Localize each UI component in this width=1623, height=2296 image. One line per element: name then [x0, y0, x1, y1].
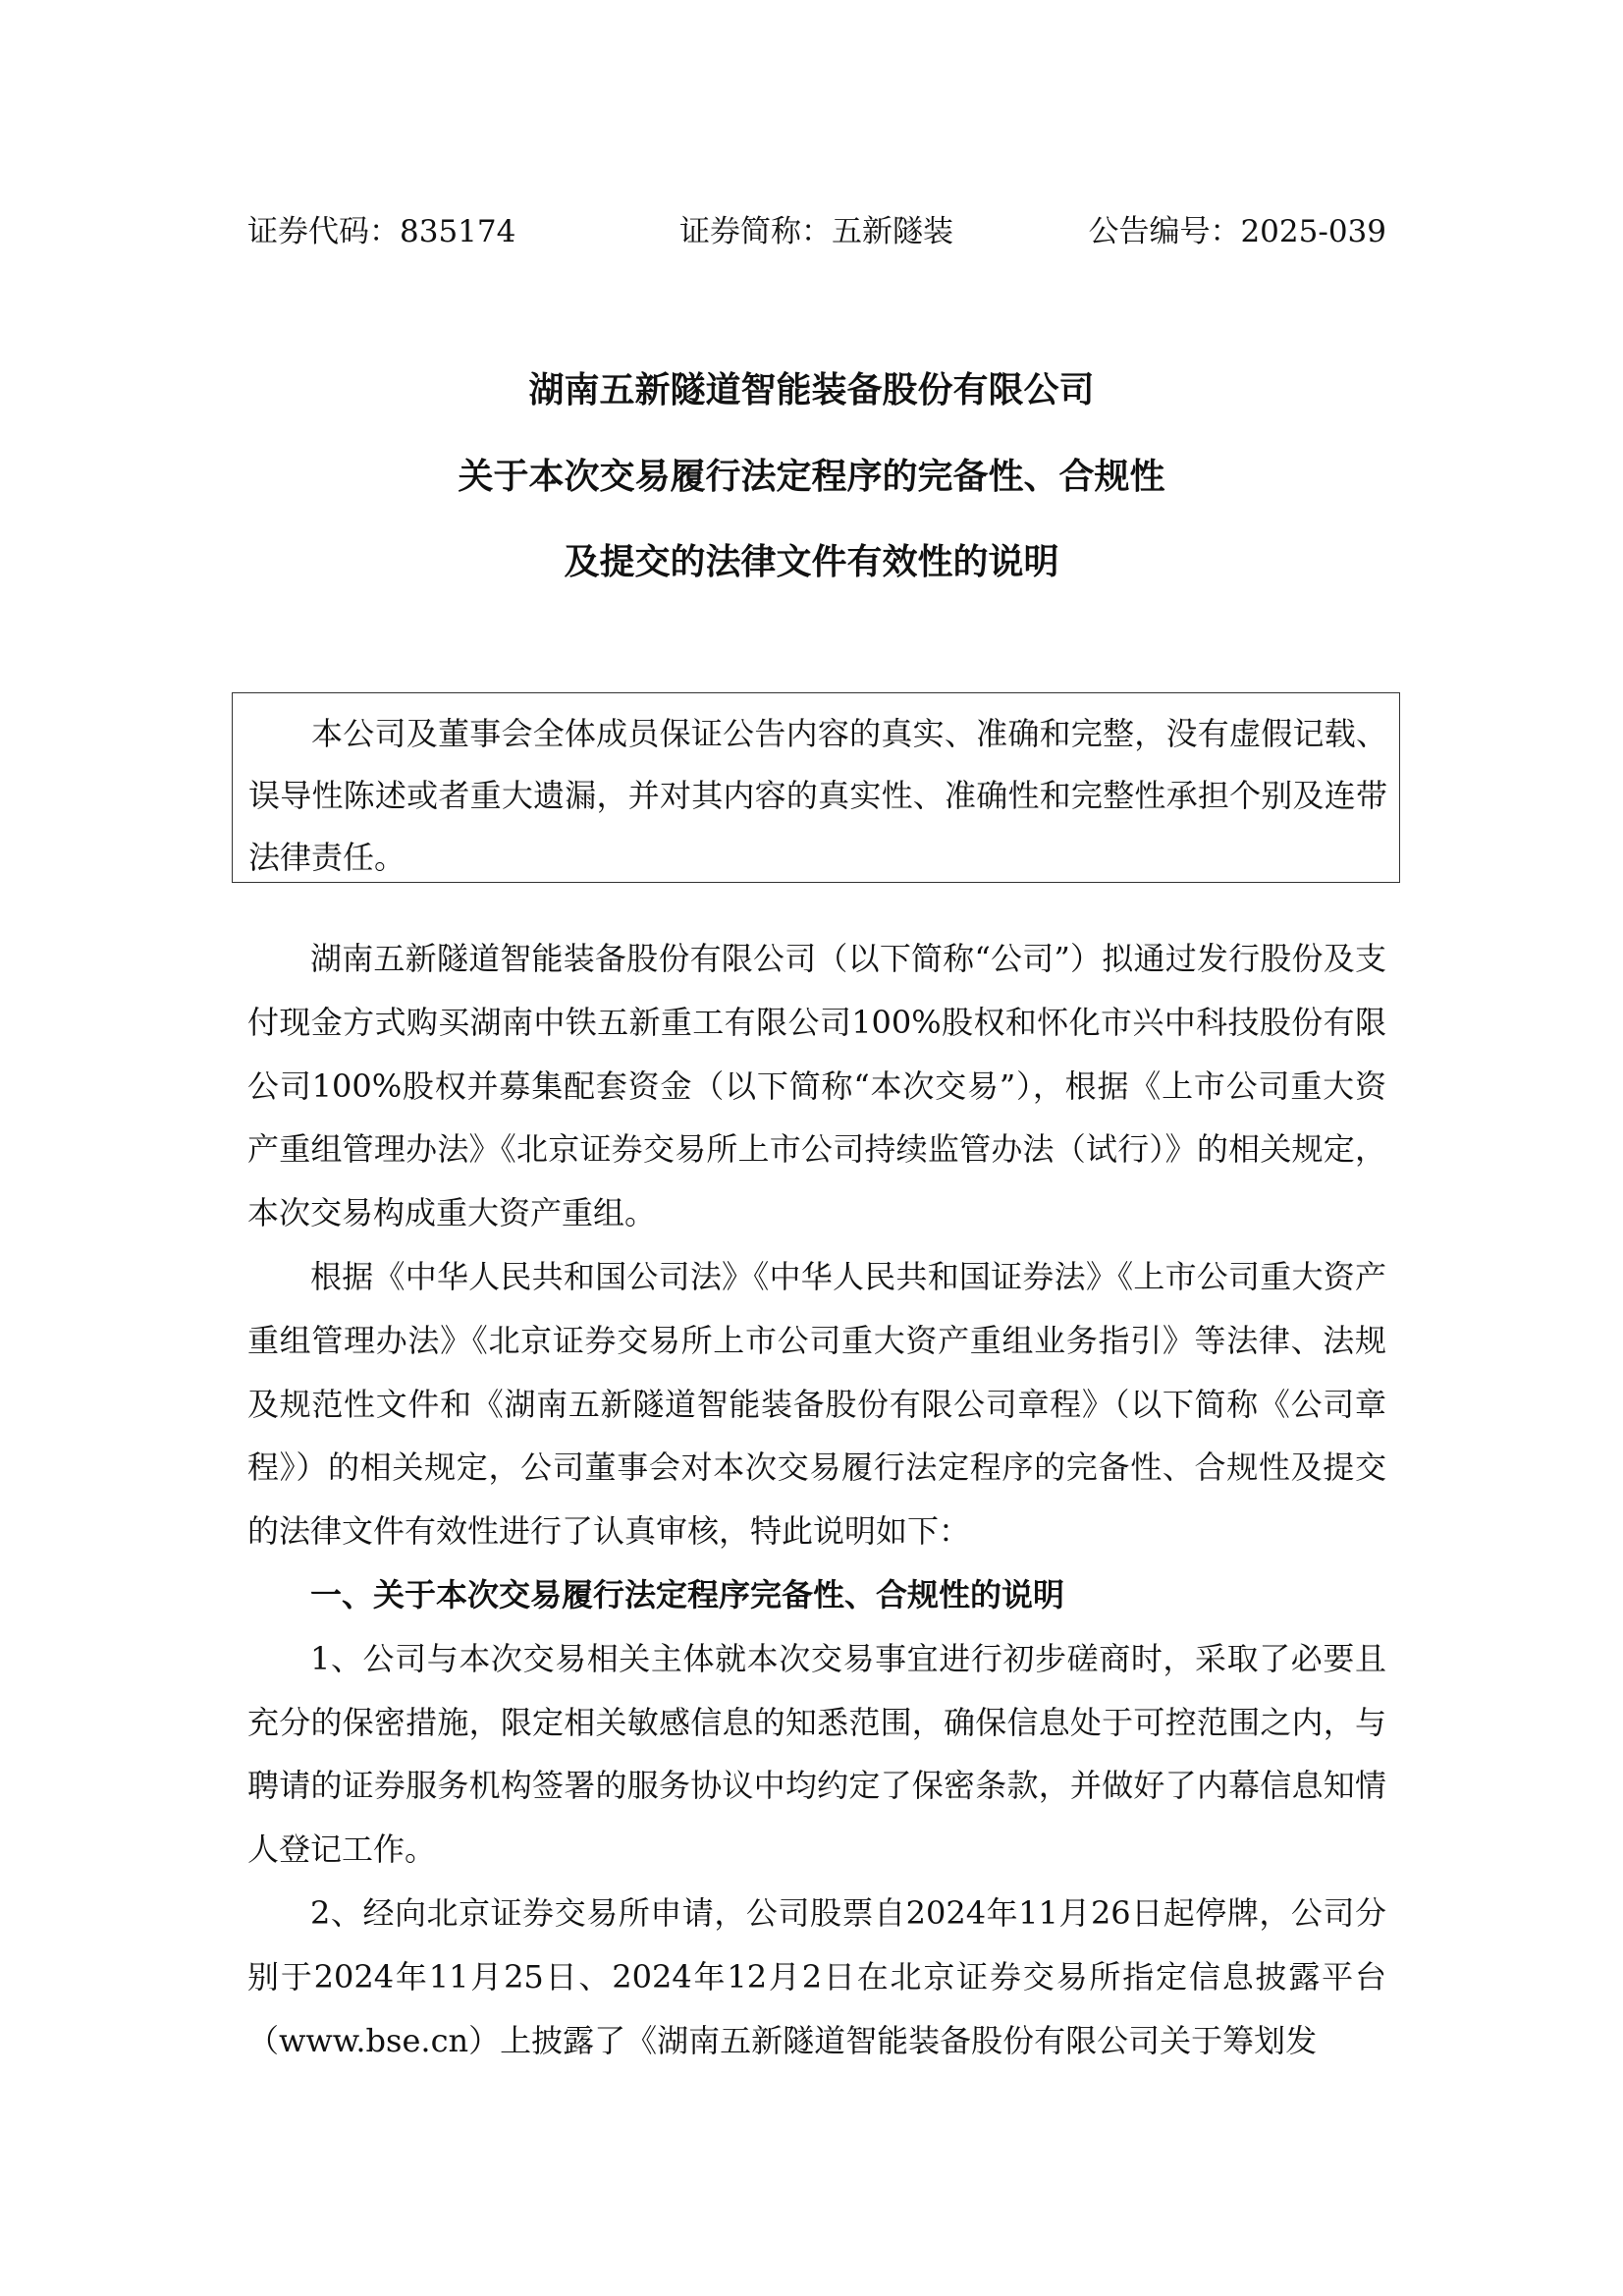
announcement-header	[247, 210, 1386, 253]
section-heading-1: 一、关于本次交易履行法定程序完备性、合规性的说明	[310, 1575, 1065, 1613]
title-company-name: 湖南五新隧道智能装备股份有限公司	[528, 370, 1095, 410]
board-guarantee-notice-text: 本公司及董事会全体成员保证公告内容的真实、准确和完整，没有虚假记载、误导性陈述或者重大遗漏，并对其内容的真实性、准确性和完整性承担个别及连带法律责任。	[248, 715, 1387, 876]
stock-short-name: 证券简称：五新隧装	[679, 214, 953, 249]
stock-code: 证券代码：835174	[247, 214, 516, 249]
paragraph-item-1: 1、公司与本次交易相关主体就本次交易事宜进行初步磋商时，采取了必要且充分的保密措施，限定相关敏感信息的知悉范围，确保信息处于可控范围之内，与聘请的证券服务机构签署的服务协议中均约定了保密条款，并做好了内幕信息知情人登记工作。	[247, 1639, 1386, 1869]
paragraph-item-2: 2、经向北京证券交易所申请，公司股票自2024年11月26日起停牌，公司分别于2024年11月25日、2024年12月2日在北京证券交易所指定信息披露平台（www.bse.cn）上披露了《湖南五新隧道智能装备股份有限公司关于筹划发	[247, 1893, 1386, 2059]
title-line-3: 及提交的法律文件有效性的说明	[564, 542, 1059, 582]
paragraph-legal-basis: 根据《中华人民共和国公司法》《中华人民共和国证券法》《上市公司重大资产重组管理办法》《北京证券交易所上市公司重大资产重组业务指引》等法律、法规及规范性文件和《湖南五新隧道智能装备股份有限公司章程》（以下简称《公司章程》）的相关规定，公司董事会对本次交易履行法定程序的完备性、合规性及提交的法律文件有效性进行了认真审核，特此说明如下：	[247, 1257, 1386, 1551]
board-guarantee-notice-box	[232, 692, 1400, 883]
title-line-2: 关于本次交易履行法定程序的完备性、合规性	[458, 457, 1165, 497]
paragraph-transaction-overview: 湖南五新隧道智能装备股份有限公司（以下简称“公司”）拟通过发行股份及支付现金方式购买湖南中铁五新重工有限公司100%股权和怀化市兴中科技股份有限公司100%股权并募集配套资金（以下简称“本次交易”），根据《上市公司重大资产重组管理办法》《北京证券交易所上市公司持续监管办法（试行）》的相关规定，本次交易构成重大资产重组。	[247, 940, 1386, 1232]
announcement-number: 公告编号：2025-039	[1088, 214, 1386, 249]
document-body	[247, 927, 1386, 2072]
